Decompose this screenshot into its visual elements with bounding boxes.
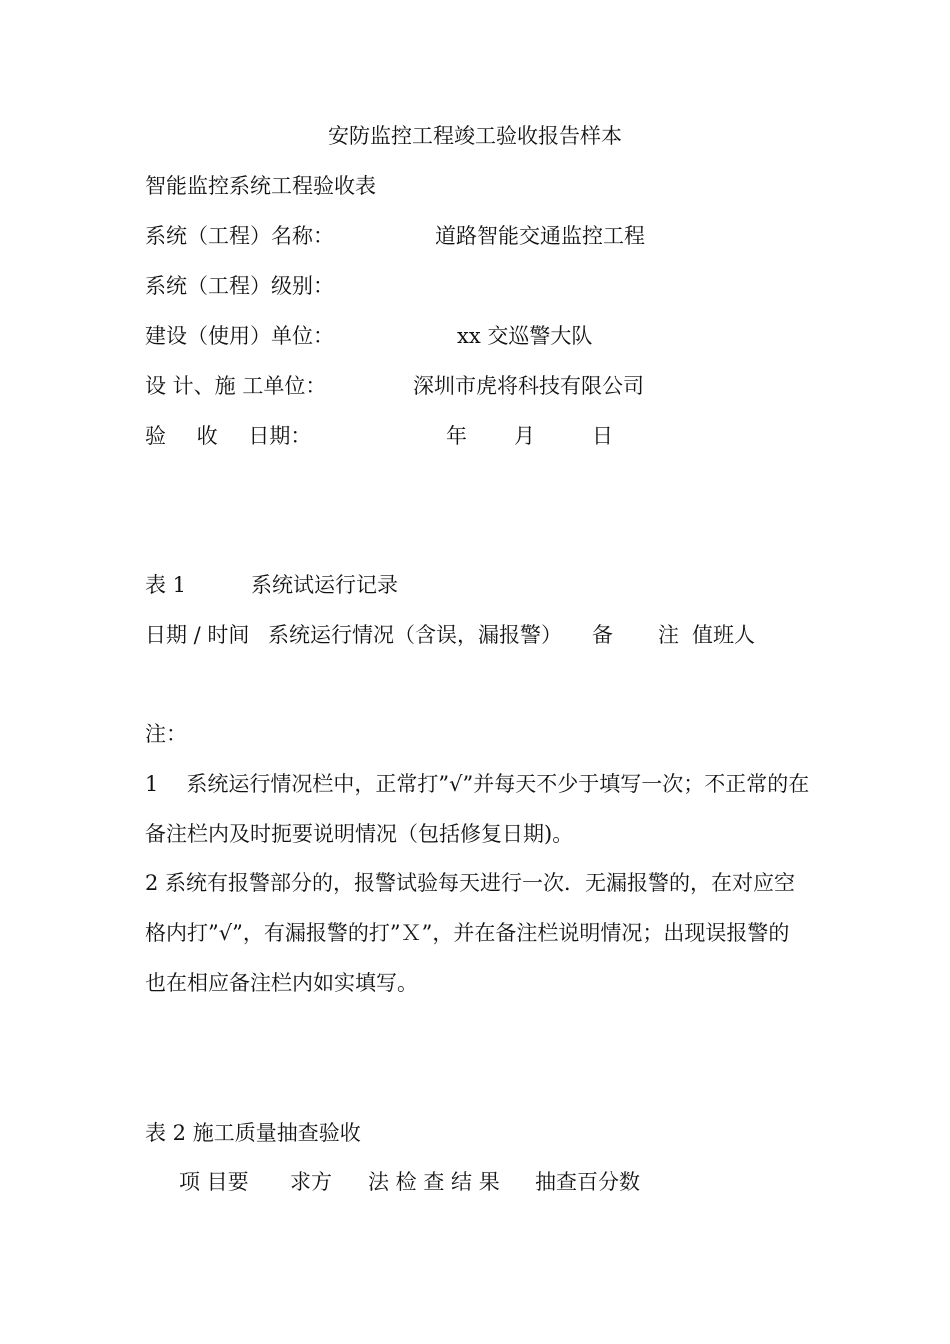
table2-header-item: 项 目要 bbox=[179, 1170, 249, 1194]
table1-header-remark-1: 备 bbox=[592, 623, 613, 647]
table1-title-text: 系统试运行记录 bbox=[251, 573, 398, 597]
system-name-row bbox=[145, 221, 334, 251]
date-label: 验 收 日期： bbox=[145, 424, 312, 448]
note-item-1 bbox=[145, 759, 810, 859]
owner-label: 建设（使用）单位： bbox=[145, 324, 334, 348]
contractor-value: 深圳市虎将科技有限公司 bbox=[413, 374, 644, 398]
note-item-1-text: 系统运行情况栏中，正常打”√”并每天不少于填写一次；不正常的在备注栏内及时扼要说明情况（包括修复日期)。 bbox=[145, 772, 810, 846]
note-item-1-num: 1 bbox=[145, 772, 159, 796]
table1-header-remark-2: 注 bbox=[658, 623, 679, 647]
table1-header-status: 系统运行情况（含误，漏报警） bbox=[268, 623, 562, 647]
date-day: 日 bbox=[592, 424, 613, 448]
table2-header-req: 求方 bbox=[290, 1170, 332, 1194]
note-item-2: 2 系统有报警部分的，报警试验每天进行一次．无漏报警的，在对应空格内打”√”，有漏报警的打”Ｘ”，并在备注栏说明情况；出现误报警的也在相应备注栏内如实填写。 bbox=[145, 871, 796, 995]
contractor-label: 设 计、施 工单位： bbox=[145, 374, 327, 398]
form-title: 智能监控系统工程验收表 bbox=[145, 174, 376, 198]
notes-heading: 注： bbox=[145, 722, 187, 746]
system-level-label: 系统（工程）级别： bbox=[145, 274, 334, 298]
table1-header-duty: 值班人 bbox=[692, 623, 755, 647]
document-title: 安防监控工程竣工验收报告样本 bbox=[328, 124, 622, 148]
owner-value: xx 交巡警大队 bbox=[457, 324, 593, 348]
date-year: 年 bbox=[446, 424, 467, 448]
table2-header-percent: 抽查百分数 bbox=[535, 1170, 640, 1194]
system-name-value: 道路智能交通监控工程 bbox=[435, 224, 645, 248]
system-name-label: 系统（工程）名称： bbox=[145, 224, 334, 248]
table2-title: 表 2 施工质量抽查验收 bbox=[145, 1121, 361, 1145]
table1-title-num: 表 1 bbox=[145, 573, 187, 597]
table2-header-method: 法 检 查 结 果 bbox=[368, 1170, 500, 1194]
date-month: 月 bbox=[514, 424, 535, 448]
table1-header-date: 日期 / 时间 bbox=[145, 623, 250, 647]
